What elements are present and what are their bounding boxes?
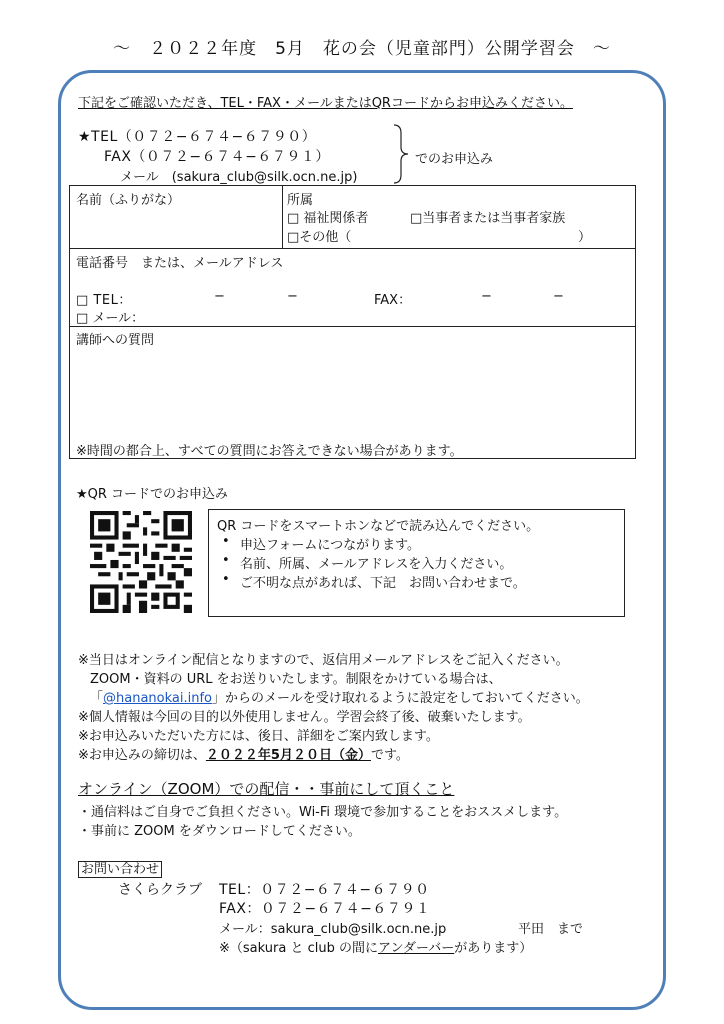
- note-domain: [90, 687, 589, 706]
- contact-label: 電話番号 または、メールアドレス: [76, 256, 284, 271]
- zoom-bullet-download: ・事前に ZOOM をダウンロードしてください。: [78, 824, 361, 839]
- note-deadline-pre: ※お申込みの締切は、: [78, 748, 206, 763]
- note-domain-open: 「: [90, 691, 104, 706]
- tel-dash: −: [287, 289, 298, 304]
- qr-bullet: ご不明な点があれば、下記 お問い合わせまで。: [240, 576, 526, 591]
- bullet-mark: •: [222, 534, 230, 549]
- note-domain-rest: 」からのメールを受け取れるように設定をしておいてください。: [212, 691, 589, 706]
- inquiry-fax: FAX：０７２−６７４−６７９１: [219, 901, 431, 917]
- apply-tel: ★TEL（０７２−６７４−６７９０）: [78, 129, 317, 145]
- domain-link[interactable]: @hananokai.info: [103, 691, 213, 706]
- name-label: 名前（ふりがな）: [76, 193, 181, 208]
- apply-fax: FAX（０７２−６７４−６７９１）: [104, 149, 330, 165]
- checkbox-other[interactable]: □その他（: [287, 230, 352, 245]
- apply-brace-note: でのお申込み: [415, 152, 494, 167]
- checkbox-party[interactable]: □当事者または当事者家族: [410, 211, 566, 226]
- checkbox-welfare[interactable]: □ 福祉関係者: [287, 211, 369, 226]
- fax-dash: −: [481, 289, 492, 304]
- intro-text: 下記をご確認いただき、TEL・FAX・メールまたはQRコードからお申込みください。: [78, 96, 573, 111]
- inquiry-org: さくらクラブ: [118, 882, 202, 898]
- fax-label: FAX：: [374, 293, 412, 308]
- qr-bullet: 申込フォームにつながります。: [240, 538, 421, 553]
- other-close: ）: [578, 230, 592, 245]
- table-rule: [70, 326, 635, 327]
- inquiry-note-post: があります）: [454, 941, 533, 956]
- deadline-date: ２０２２年5月２０日（金）: [205, 748, 371, 763]
- page-title: ～ ２０２２年度 5月 花の会（児童部門）公開学習会 ～: [113, 39, 611, 59]
- inquiry-person: 平田 まで: [518, 922, 584, 937]
- note-zoom-url: ZOOM・資料の URL をお送りいたします。制限をかけている場合は、: [90, 672, 502, 687]
- tel-dash: −: [214, 289, 225, 304]
- inquiry-label: お問い合わせ: [78, 861, 162, 878]
- fax-dash: −: [553, 289, 564, 304]
- note-deadline-post: です。: [370, 748, 409, 763]
- question-label: 講師への質問: [76, 333, 155, 348]
- table-divider: [282, 186, 283, 248]
- qr-code-icon[interactable]: [90, 511, 192, 613]
- application-table: [69, 185, 636, 459]
- qr-bullet: 名前、所属、メールアドレスを入力ください。: [240, 557, 513, 572]
- note-privacy: ※個人情報は今回の目的以外使用しません。学習会終了後、破棄いたします。: [78, 710, 531, 725]
- table-rule: [70, 248, 635, 249]
- inquiry-note: [219, 937, 532, 956]
- apply-mail: メール (sakura_club@silk.ocn.ne.jp): [120, 170, 358, 185]
- brace-icon: [392, 123, 410, 185]
- qr-lead: QR コードをスマートホンなどで読み込んでください。: [217, 519, 540, 534]
- question-note: ※時間の都合上、すべての質問にお答えできない場合があります。: [76, 444, 463, 459]
- zoom-bullet-fee: ・通信料はご自身でご負担ください。Wi-Fi 環境で参加することをおススメします。: [78, 805, 568, 820]
- inquiry-note-pre: ※（sakura と club の間に: [219, 941, 378, 956]
- note-followup: ※お申込みいただいた方には、後日、詳細をご案内致します。: [78, 729, 439, 744]
- affiliation-label: 所属: [287, 193, 314, 208]
- inquiry-mail: メール：sakura_club@silk.ocn.ne.jp: [219, 922, 447, 937]
- inquiry-tel: TEL：０７２−６７４−６７９０: [219, 882, 430, 898]
- inquiry-note-underbar: アンダーバー: [377, 941, 455, 956]
- checkbox-mail[interactable]: □ メール：: [76, 311, 145, 326]
- bullet-mark: •: [222, 553, 230, 568]
- note-deadline: [78, 744, 409, 763]
- zoom-heading: オンライン（ZOOM）での配信・・事前にして頂くこと: [78, 780, 455, 798]
- checkbox-tel[interactable]: □ TEL：: [76, 293, 132, 308]
- note-online: ※当日はオンライン配信となりますので、返信用メールアドレスをご記入ください。: [78, 653, 569, 668]
- bullet-mark: •: [222, 572, 230, 587]
- inquiry-label-wrap: [78, 858, 162, 877]
- qr-heading: ★QR コードでのお申込み: [76, 487, 229, 502]
